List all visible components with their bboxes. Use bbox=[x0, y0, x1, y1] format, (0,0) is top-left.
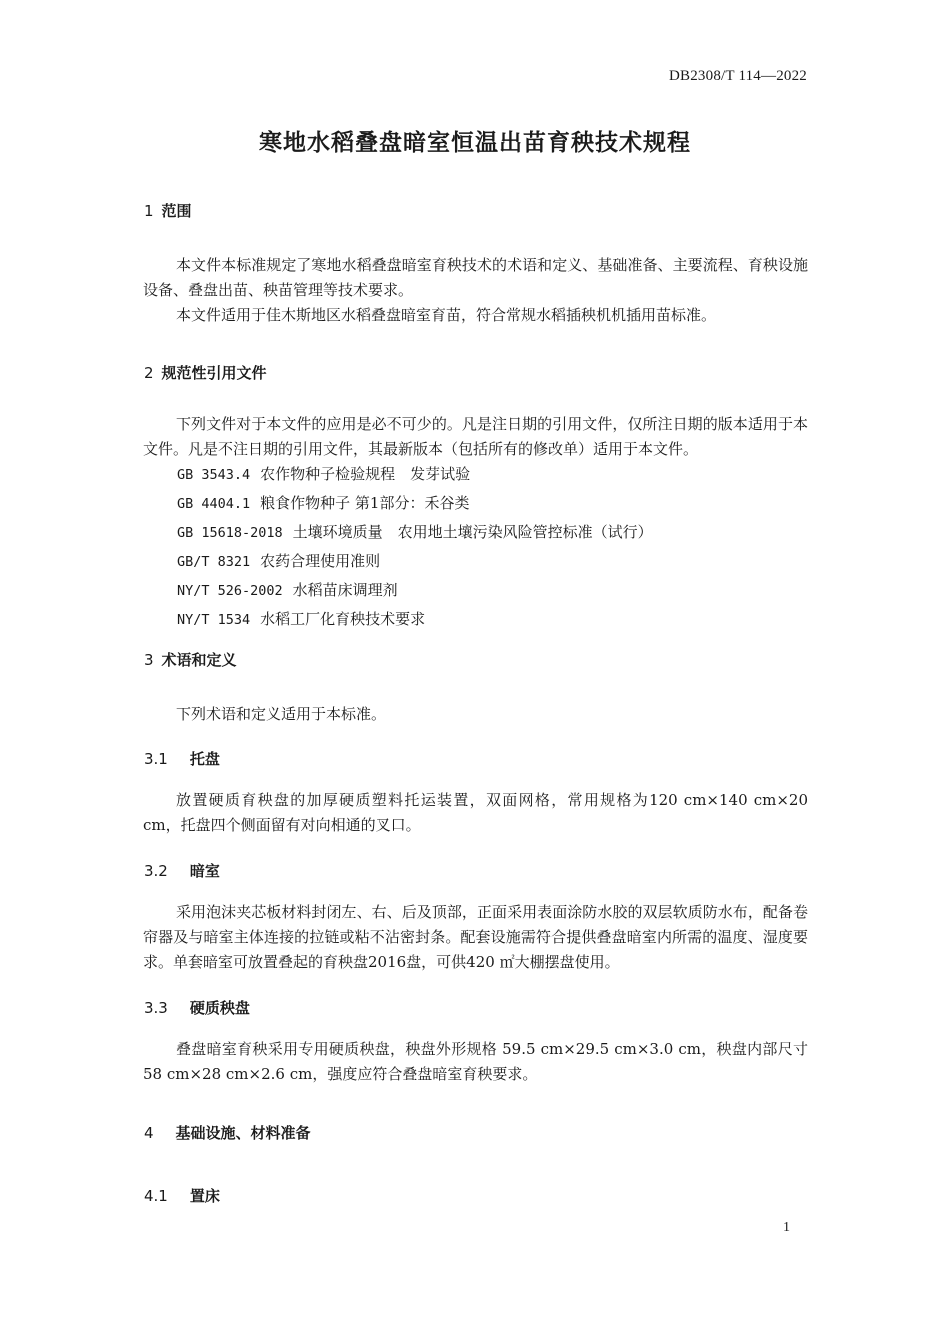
section-3-2-heading bbox=[144, 860, 220, 881]
section-3-heading bbox=[144, 649, 237, 670]
section-3-3-body bbox=[143, 1037, 808, 1087]
section-1-body bbox=[143, 253, 808, 328]
paragraph: 本文件适用于佳木斯地区水稻叠盘暗室育苗，符合常规水稻插秧机机插用苗标准。 bbox=[176, 306, 717, 324]
paragraph: 叠盘暗室育秧采用专用硬质秧盘，秧盘外形规格 59.5 cm×29.5 cm×3.0 cm，秧盘内部尺寸58 cm×28 cm×2.6 cm，强度应符合叠盘暗室育秧要求。 bbox=[143, 1040, 808, 1083]
document-code: DB2308/T 114—2022 bbox=[669, 68, 807, 84]
section-title: 暗室 bbox=[189, 862, 220, 880]
section-number: 3.1 bbox=[144, 750, 168, 768]
document-title: 寒地水稻叠盘暗室恒温出苗育秧技术规程 bbox=[259, 130, 691, 156]
section-number: 3 bbox=[144, 651, 154, 669]
reference-name: 农作物种子检验规程 发芽试验 bbox=[260, 465, 471, 483]
section-3-body bbox=[143, 702, 808, 727]
reference-name: 农药合理使用准则 bbox=[260, 552, 381, 570]
paragraph: 本文件本标准规定了寒地水稻叠盘暗室育秧技术的术语和定义、基础准备、主要流程、育秧设施设备、叠盘出苗、秧苗管理等技术要求。 bbox=[143, 256, 808, 299]
section-title: 范围 bbox=[161, 202, 192, 220]
reference-name: 粮食作物种子 第1部分：禾谷类 bbox=[260, 494, 470, 512]
section-3-3-heading bbox=[144, 997, 250, 1018]
reference-code: GB 15618-2018 bbox=[177, 525, 283, 541]
paragraph: 放置硬质育秧盘的加厚硬质塑料托运装置，双面网格，常用规格为120 cm×140 cm×20 cm，托盘四个侧面留有对向相通的叉口。 bbox=[143, 791, 808, 834]
section-title: 基础设施、材料准备 bbox=[175, 1124, 311, 1142]
reference-item bbox=[177, 489, 653, 518]
reference-item bbox=[177, 576, 653, 605]
section-3-1-body bbox=[143, 788, 808, 838]
reference-code: GB 3543.4 bbox=[177, 467, 251, 483]
reference-item bbox=[177, 547, 653, 576]
section-title: 硬质秧盘 bbox=[189, 999, 250, 1017]
section-2-body bbox=[143, 412, 808, 462]
section-number: 4 bbox=[144, 1124, 154, 1142]
section-number: 4.1 bbox=[144, 1187, 168, 1205]
section-number: 2 bbox=[144, 364, 154, 382]
section-1-heading bbox=[144, 200, 192, 221]
page-number: 1 bbox=[783, 1220, 790, 1235]
section-title: 规范性引用文件 bbox=[161, 364, 267, 382]
section-4-heading bbox=[144, 1122, 311, 1143]
reference-code: NY/T 526-2002 bbox=[177, 583, 283, 599]
paragraph: 下列术语和定义适用于本标准。 bbox=[176, 705, 387, 723]
section-number: 3.2 bbox=[144, 862, 168, 880]
paragraph: 采用泡沫夹芯板材料封闭左、右、后及顶部，正面采用表面涂防水胶的双层软质防水布，配备卷帘器及与暗室主体连接的拉链或粘不沾密封条。配套设施需符合提供叠盘暗室内所需的温度、湿度要求。单套暗室可放置叠起的育秧盘2016盘，可供420 ㎡大棚摆盘使用。 bbox=[143, 903, 808, 971]
reference-name: 水稻工厂化育秧技术要求 bbox=[260, 610, 426, 628]
section-4-1-heading bbox=[144, 1185, 220, 1206]
reference-item bbox=[177, 518, 653, 547]
reference-name: 土壤环境质量 农用地土壤污染风险管控标准（试行） bbox=[292, 523, 653, 541]
reference-code: GB 4404.1 bbox=[177, 496, 251, 512]
section-3-1-heading bbox=[144, 748, 220, 769]
reference-code: NY/T 1534 bbox=[177, 612, 251, 628]
normative-references-list bbox=[177, 460, 653, 634]
section-2-heading bbox=[144, 362, 267, 383]
reference-item bbox=[177, 605, 653, 634]
section-number: 1 bbox=[144, 202, 154, 220]
section-number: 3.3 bbox=[144, 999, 168, 1017]
reference-code: GB/T 8321 bbox=[177, 554, 251, 570]
section-3-2-body bbox=[143, 900, 808, 975]
section-title: 术语和定义 bbox=[161, 651, 237, 669]
section-title: 置床 bbox=[189, 1187, 220, 1205]
paragraph: 下列文件对于本文件的应用是必不可少的。凡是注日期的引用文件，仅所注日期的版本适用于本文件。凡是不注日期的引用文件，其最新版本（包括所有的修改单）适用于本文件。 bbox=[143, 415, 808, 458]
section-title: 托盘 bbox=[189, 750, 220, 768]
reference-item bbox=[177, 460, 653, 489]
reference-name: 水稻苗床调理剂 bbox=[292, 581, 398, 599]
